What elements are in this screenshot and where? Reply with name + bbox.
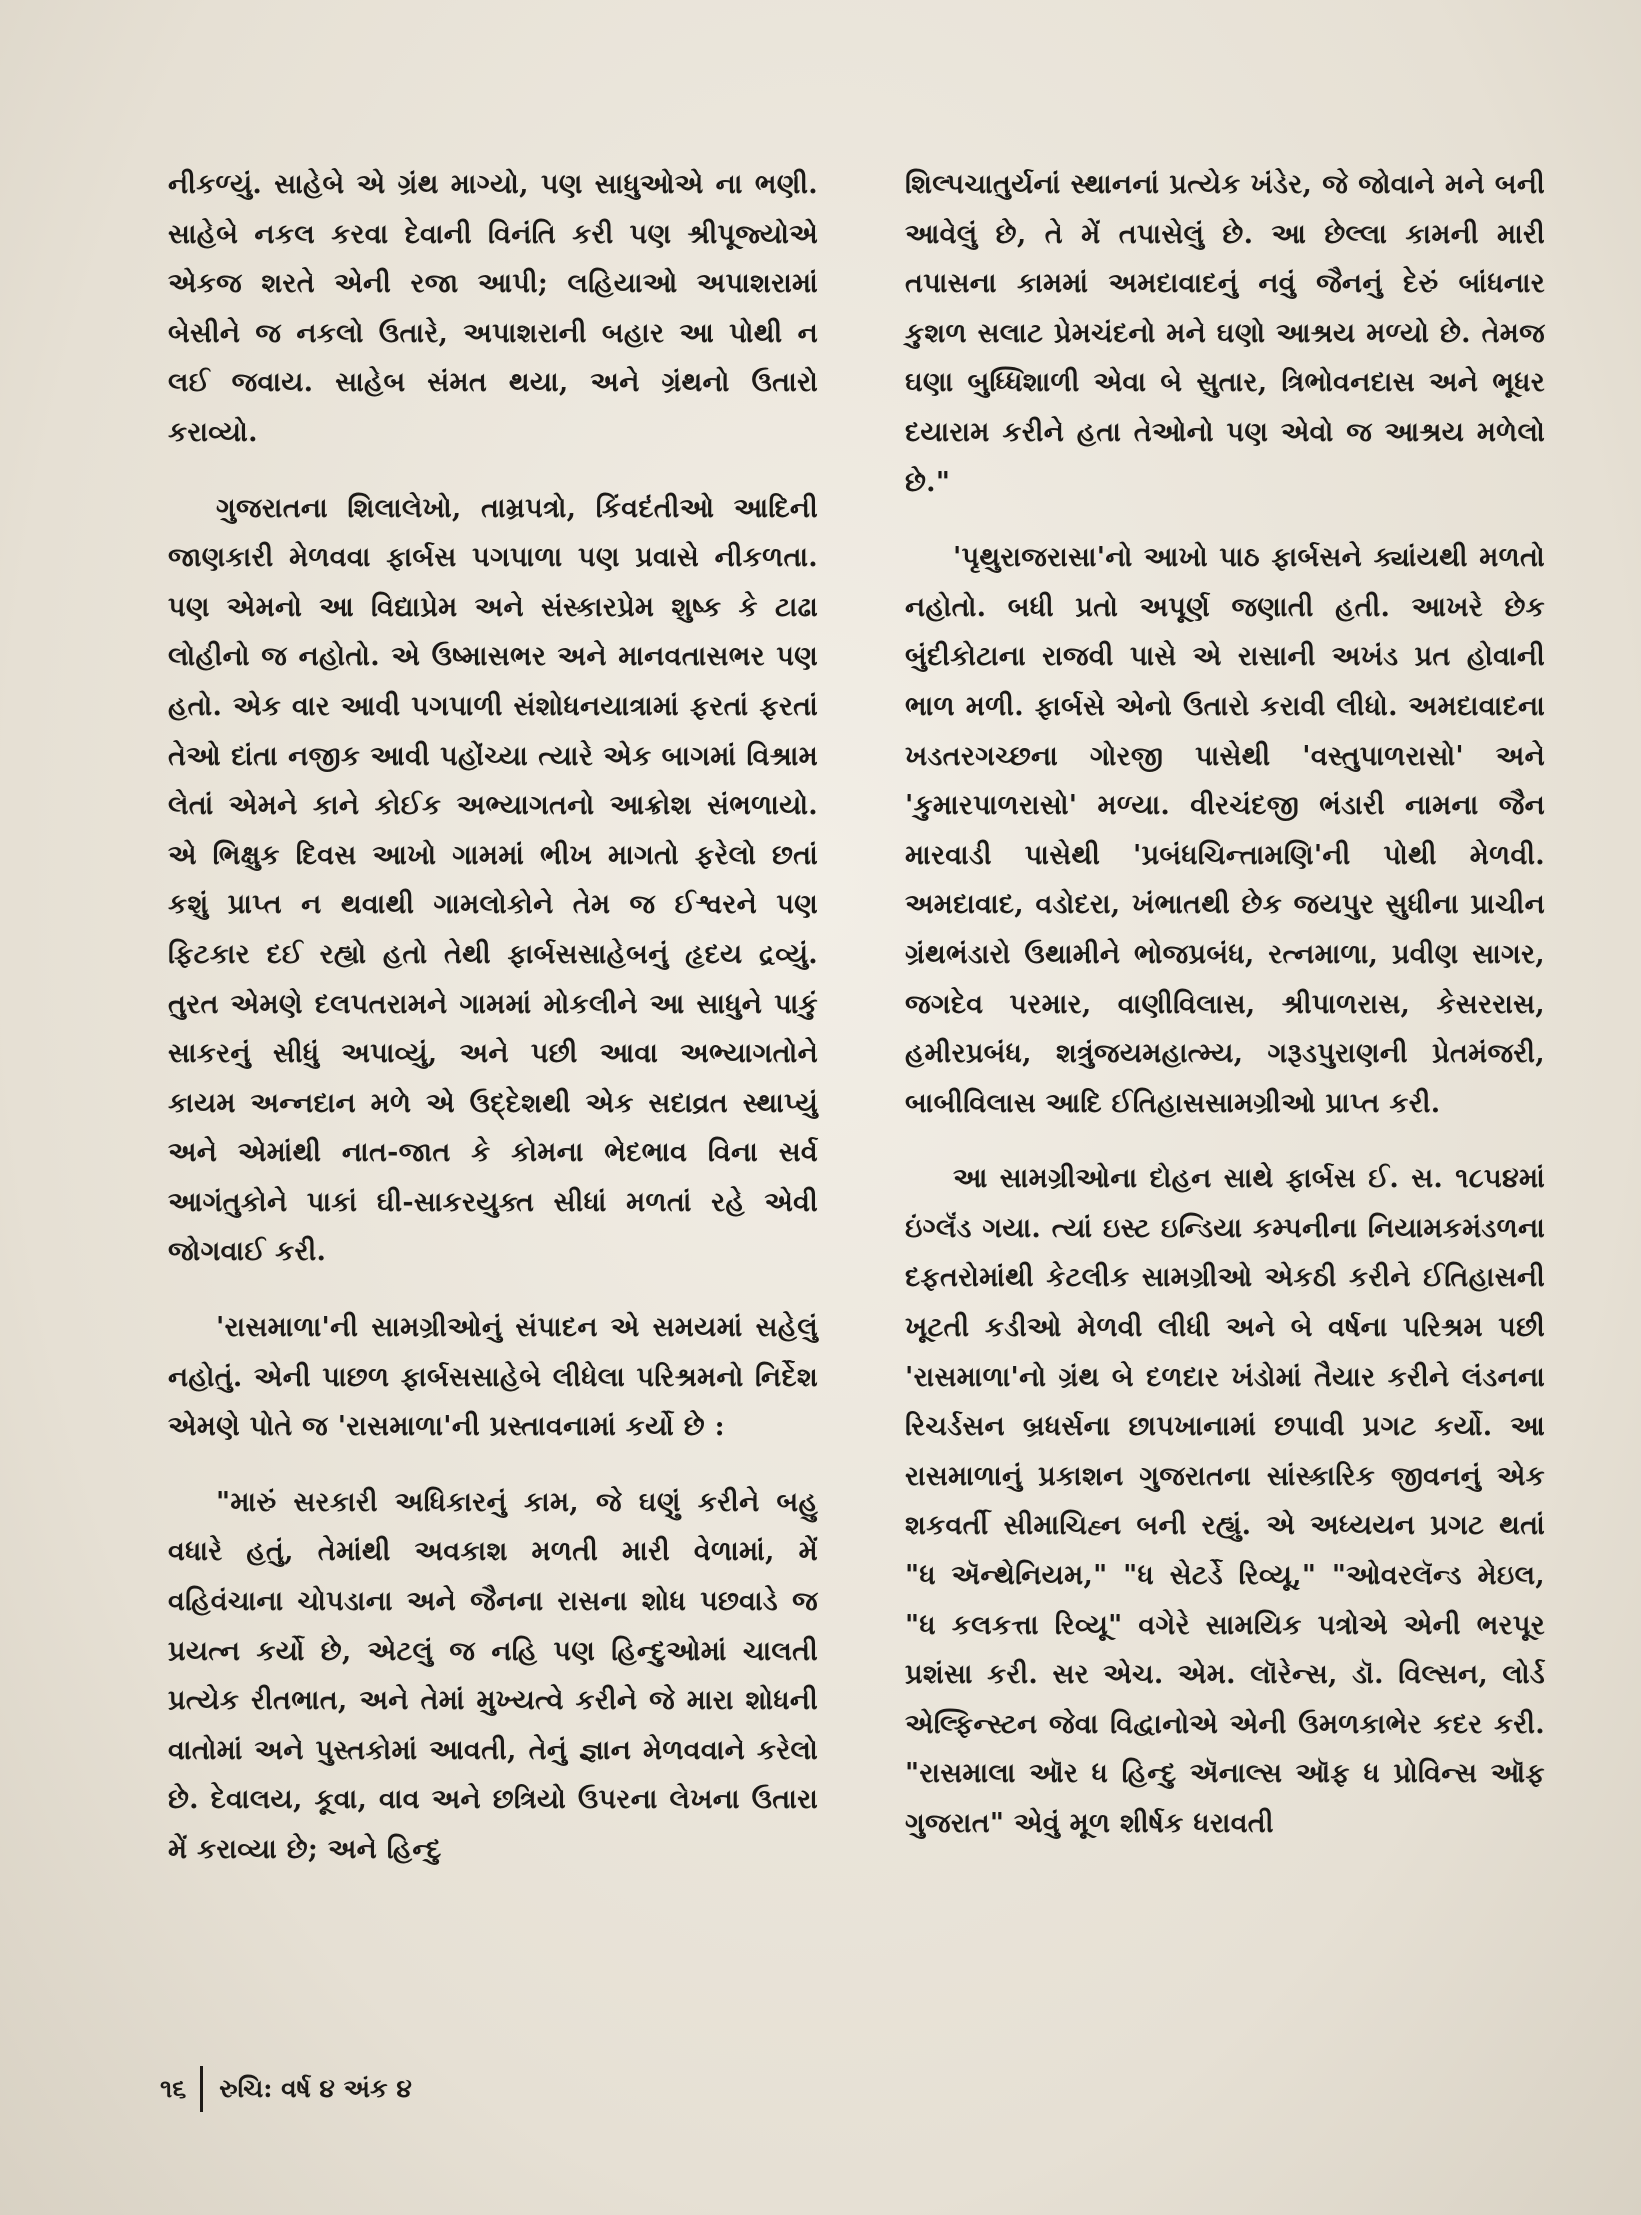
paragraph: 'પૃથુરાજરાસા'નો આખો પાઠ ફાર્બસને ક્યાંયથી મળતો નહોતો. બધી પ્રતો અપૂર્ણ જણાતી હતી. આખરે છેક બુંદીકોટાના રાજવી પાસે એ રાસાની અખંડ પ્રત હોવાની ભાળ મળી. ફાર્બસે એનો ઉતારો કરાવી લીધો. અમદાવાદના ખડતરગચ્છના ગોરજી પાસેથી 'વસ્તુપાળરાસો' અને 'કુમારપાળરાસો' મળ્યા. વીરચંદજી ભંડારી નામના જૈન મારવાડી પાસેથી 'પ્રબંધચિન્તામણિ'ની પોથી મેળવી. અમદાવાદ, વડોદરા, ખંભાતથી છેક જયપુર સુધીના પ્રાચીન ગ્રંથભંડારો ઉથામીને ભોજપ્રબંધ, રત્નમાળા, પ્રવીણ સાગર, જગદેવ પરમાર, વાણીવિલાસ, શ્રીપાળરાસ, કેસરરાસ, હમીરપ્રબંધ, શત્રુંજયમહાત્મ્ય, ગરૂડપુરાણની પ્રેતમંજરી, બાબીવિલાસ આદિ ઈતિહાસસામગ્રીઓ પ્રાપ્ત કરી.	[905, 542, 1545, 1119]
page-number: ૧૬	[160, 2074, 187, 2103]
quote-paragraph: "મારું સરકારી અધિકારનું કામ, જે ઘણું કરીને બહુ વધારે હતું, તેમાંથી અવકાશ મળતી મારી વેળામાં, મેં વહિવંચાના ચોપડાના અને જૈનના રાસના શોધ પછવાડે જ પ્રયત્ન કર્યો છે, એટલું જ નહિ પણ હિન્દુઓમાં ચાલતી પ્રત્યેક રીતભાત, અને તેમાં મુખ્યત્વે કરીને જે મારા શોધની વાતોમાં અને પુસ્તકોમાં આવતી, તેનું જ્ઞાન મેળવવાને કરેલો છે. દેવાલય, કૂવા, વાવ અને છત્રિયો ઉપરના લેખના ઉતારા મેં કરાવ્યા છે; અને હિન્દુ	[168, 1486, 818, 1865]
footer-divider	[200, 2066, 203, 2112]
left-column	[168, 160, 818, 1901]
page-footer	[160, 2066, 412, 2112]
quote-paragraph: શિલ્પચાતુર્યનાં સ્થાનનાં પ્રત્યેક ખંડેર, જે જોવાને મને બની આવેલું છે, તે મેં તપાસેલું છે. આ છેલ્લા કામની મારી તપાસના કામમાં અમદાવાદનું નવું જૈનનું દેરું બાંધનાર કુશળ સલાટ પ્રેમચંદનો મને ઘણો આશ્રય મળ્યો છે. તેમજ ઘણા બુધ્ધિશાળી એવા બે સુતાર, ત્રિભોવનદાસ અને ભૂધર દયારામ કરીને હતા તેઓનો પણ એવો જ આશ્રય મળેલો છે."	[905, 169, 1545, 498]
paragraph: નીકળ્યું. સાહેબે એ ગ્રંથ માગ્યો, પણ સાધુઓએ ના ભણી. સાહેબે નકલ કરવા દેવાની વિનંતિ કરી પણ શ્રીપૂજ્યોએ એકજ શરતે એની રજા આપી; લહિયાઓ અપાશરામાં બેસીને જ નકલો ઉતારે, અપાશરાની બહાર આ પોથી ન લઈ જવાય. સાહેબ સંમત થયા, અને ગ્રંથનો ઉતારો કરાવ્યો.	[168, 169, 818, 448]
paragraph: ગુજરાતના શિલાલેખો, તામ્રપત્રો, કિંવદંતીઓ આદિની જાણકારી મેળવવા ફાર્બસ પગપાળા પણ પ્રવાસે નીકળતા. પણ એમનો આ વિદ્યાપ્રેમ અને સંસ્કારપ્રેમ શુષ્ક કે ટાઢા લોહીનો જ નહોતો. એ ઉષ્માસભર અને માનવતાસભર પણ હતો. એક વાર આવી પગપાળી સંશોધનયાત્રામાં ફરતાં ફરતાં તેઓ દાંતા નજીક આવી પહોંચ્યા ત્યારે એક બાગમાં વિશ્રામ લેતાં એમને કાને કોઈક અભ્યાગતનો આક્રોશ સંભળાયો. એ ભિક્ષુક દિવસ આખો ગામમાં ભીખ માગતો ફરેલો છતાં કશું પ્રાપ્ત ન થવાથી ગામલોકોને તેમ જ ઈશ્વરને પણ ફિટકાર દઈ રહ્યો હતો તેથી ફાર્બસસાહેબનું હૃદય દ્રવ્યું. તુરત એમણે દલપતરામને ગામમાં મોકલીને આ સાધુને પાકું સાકરનું સીધું અપાવ્યું, અને પછી આવા અભ્યાગતોને કાયમ અન્નદાન મળે એ ઉદ્દેશથી એક સદાવ્રત સ્થાપ્યું અને એમાંથી નાત-જાત કે કોમના ભેદભાવ વિના સર્વ આગંતુકોને પાકાં ઘી-સાકરયુક્ત સીધાં મળતાં રહે એવી જોગવાઈ કરી.	[168, 492, 818, 1268]
paragraph: 'રાસમાળા'ની સામગ્રીઓનું સંપાદન એ સમયમાં સહેલું નહોતું. એની પાછળ ફાર્બસસાહેબે લીધેલા પરિશ્રમનો નિર્દેશ એમણે પોતે જ 'રાસમાળા'ની પ્રસ્તાવનામાં કર્યો છે :	[168, 1312, 818, 1443]
paragraph: આ સામગ્રીઓના દોહન સાથે ફાર્બસ ઈ. સ. ૧૮૫૪માં ઇંગ્લૅંડ ગયા. ત્યાં ઇસ્ટ ઇન્ડિયા કમ્પનીના નિયામકમંડળના દફતરોમાંથી કેટલીક સામગ્રીઓ એકઠી કરીને ઈતિહાસની ખૂટતી કડીઓ મેળવી લીધી અને બે વર્ષના પરિશ્રમ પછી 'રાસમાળા'નો ગ્રંથ બે દળદાર ખંડોમાં તૈયાર કરીને લંડનના રિચર્ડસન બ્રધર્સના છાપખાનામાં છપાવી પ્રગટ કર્યો. આ રાસમાળાનું પ્રકાશન ગુજરાતના સાંસ્કારિક જીવનનું એક શકવર્તી સીમાચિહ્ન બની રહ્યું. એ અધ્યયન પ્રગટ થતાં "ધ ઍન્થેનિયમ," "ધ સેટર્ડે રિવ્યૂ," "ઓવરલૅન્ડ મેઇલ, "ધ કલકત્તા રિવ્યૂ" વગેરે સામયિક પત્રોએ એની ભરપૂર પ્રશંસા કરી. સર એચ. એમ. લૉરેન્સ, ડૉ. વિલ્સન, લોર્ડ એલ્ફિન્સ્ટન જેવા વિદ્વાનોએ એની ઉમળકાભેર કદર કરી. "રાસમાલા ઑર ધ હિન્દુ ઍનાલ્સ ઑફ ધ પ્રોવિન્સ ઑફ ગુજરાત" એવું મૂળ શીર્ષક ધરાવતી	[905, 1163, 1545, 1839]
right-column	[905, 160, 1545, 1875]
journal-issue: રુચિ: વર્ષ ૪ અંક ૪	[219, 2074, 412, 2103]
